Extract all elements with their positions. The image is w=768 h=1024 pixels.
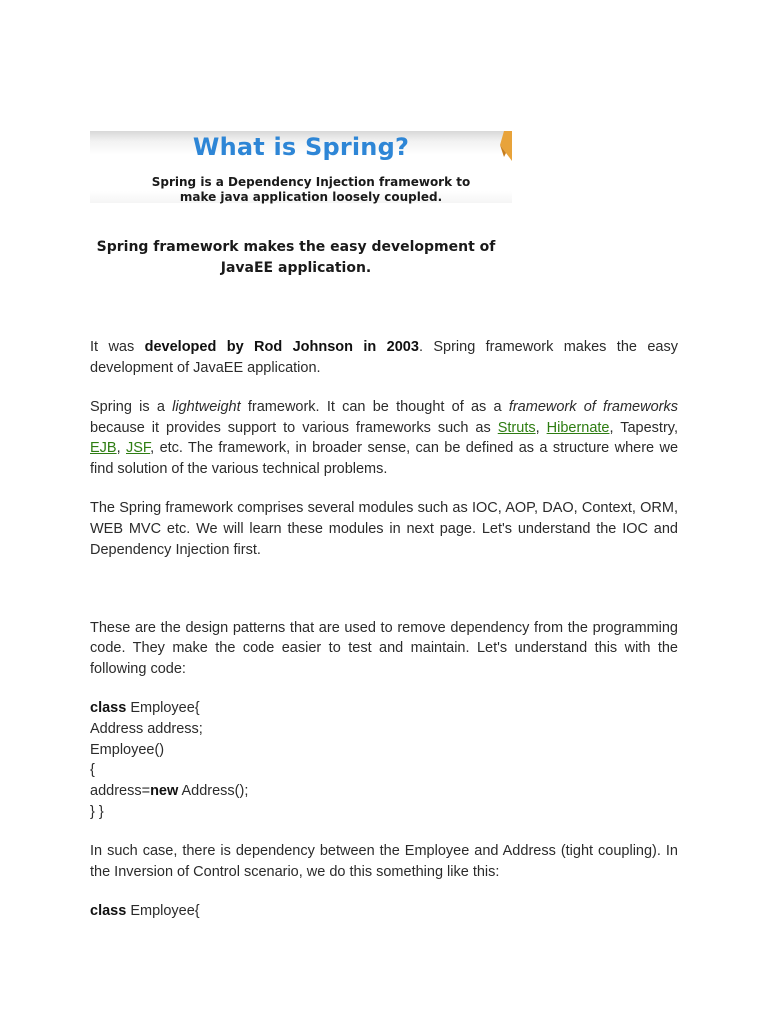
- paragraph-lightweight: [90, 397, 678, 480]
- spring-banner-image: [90, 131, 512, 291]
- code-block-employee: [90, 698, 678, 822]
- banner-description-line-1: Spring framework makes the easy development of: [96, 239, 496, 255]
- banner-subtitle-line-1: Spring is a Dependency Injection framework to: [151, 175, 471, 189]
- link-ejb[interactable]: EJB: [90, 440, 117, 457]
- code-line-3: Employee(): [90, 741, 165, 758]
- article-body: [90, 337, 678, 922]
- banner-title: What is Spring?: [192, 133, 410, 161]
- code-line-4: {: [90, 762, 95, 779]
- code-line-1: [90, 698, 678, 719]
- code-line-5: [90, 781, 678, 802]
- banner-subtitle: [110, 175, 512, 205]
- p2-text-c: because it provides support to various frameworks such as: [90, 419, 498, 436]
- code-text: Employee{: [126, 903, 200, 920]
- paragraph-modules: The Spring framework comprises several modules such as IOC, AOP, DAO, Context, ORM, WEB MVC etc. We will learn these modules in next page. Let's understand the IOC and Dependency Injection first.: [90, 500, 678, 558]
- code-text: Address();: [178, 783, 249, 800]
- code-text: address=: [90, 783, 151, 800]
- banner-subtitle-line-2: make java application loosely coupled.: [179, 190, 443, 204]
- p2-sep-1: ,: [535, 419, 547, 436]
- code-line-2: Address address;: [90, 720, 203, 737]
- paragraph-design-patterns: These are the design patterns that are used to remove dependency from the programming code. They make the code easier to test and maintain. Let's understand this with the following code:: [90, 619, 678, 677]
- code-text: Employee{: [126, 700, 200, 717]
- code-line-6: } }: [90, 803, 104, 820]
- paragraph-tight-coupling: In such case, there is dependency between the Employee and Address (tight coupling). In the Inversion of Control scenario, we do this something like this:: [90, 843, 678, 880]
- banner-description: [90, 237, 502, 279]
- paragraph-intro: [90, 337, 678, 378]
- p2-text-b: framework. It can be thought of as a: [240, 399, 509, 415]
- code-keyword-new: new: [150, 783, 179, 800]
- code-block-employee-ioc: [90, 901, 678, 922]
- link-hibernate[interactable]: Hibernate: [546, 419, 610, 436]
- code-line-1: [90, 901, 678, 922]
- intro-bold-text: developed by Rod Johnson in 2003: [144, 339, 419, 355]
- p2-text-a: Spring is a: [90, 399, 173, 415]
- link-jsf[interactable]: JSF: [126, 440, 151, 457]
- p2-sep-2: ,: [116, 440, 126, 457]
- intro-text-rest: . Spring framework makes the easy development of JavaEE application.: [90, 339, 678, 376]
- link-struts[interactable]: Struts: [497, 419, 536, 436]
- p2-text-e: , etc. The framework, in broader sense, can be defined as a structure where we find solution of the various technical problems.: [90, 440, 679, 478]
- intro-text: It was: [90, 339, 145, 355]
- code-keyword-class: class: [90, 700, 127, 717]
- p2-italic-lightweight: lightweight: [172, 399, 241, 415]
- banner-description-line-2: JavaEE application.: [220, 260, 372, 276]
- code-keyword-class: class: [90, 903, 127, 920]
- p2-text-d: , Tapestry,: [609, 419, 678, 436]
- p2-italic-framework-of-frameworks: framework of frameworks: [508, 399, 678, 415]
